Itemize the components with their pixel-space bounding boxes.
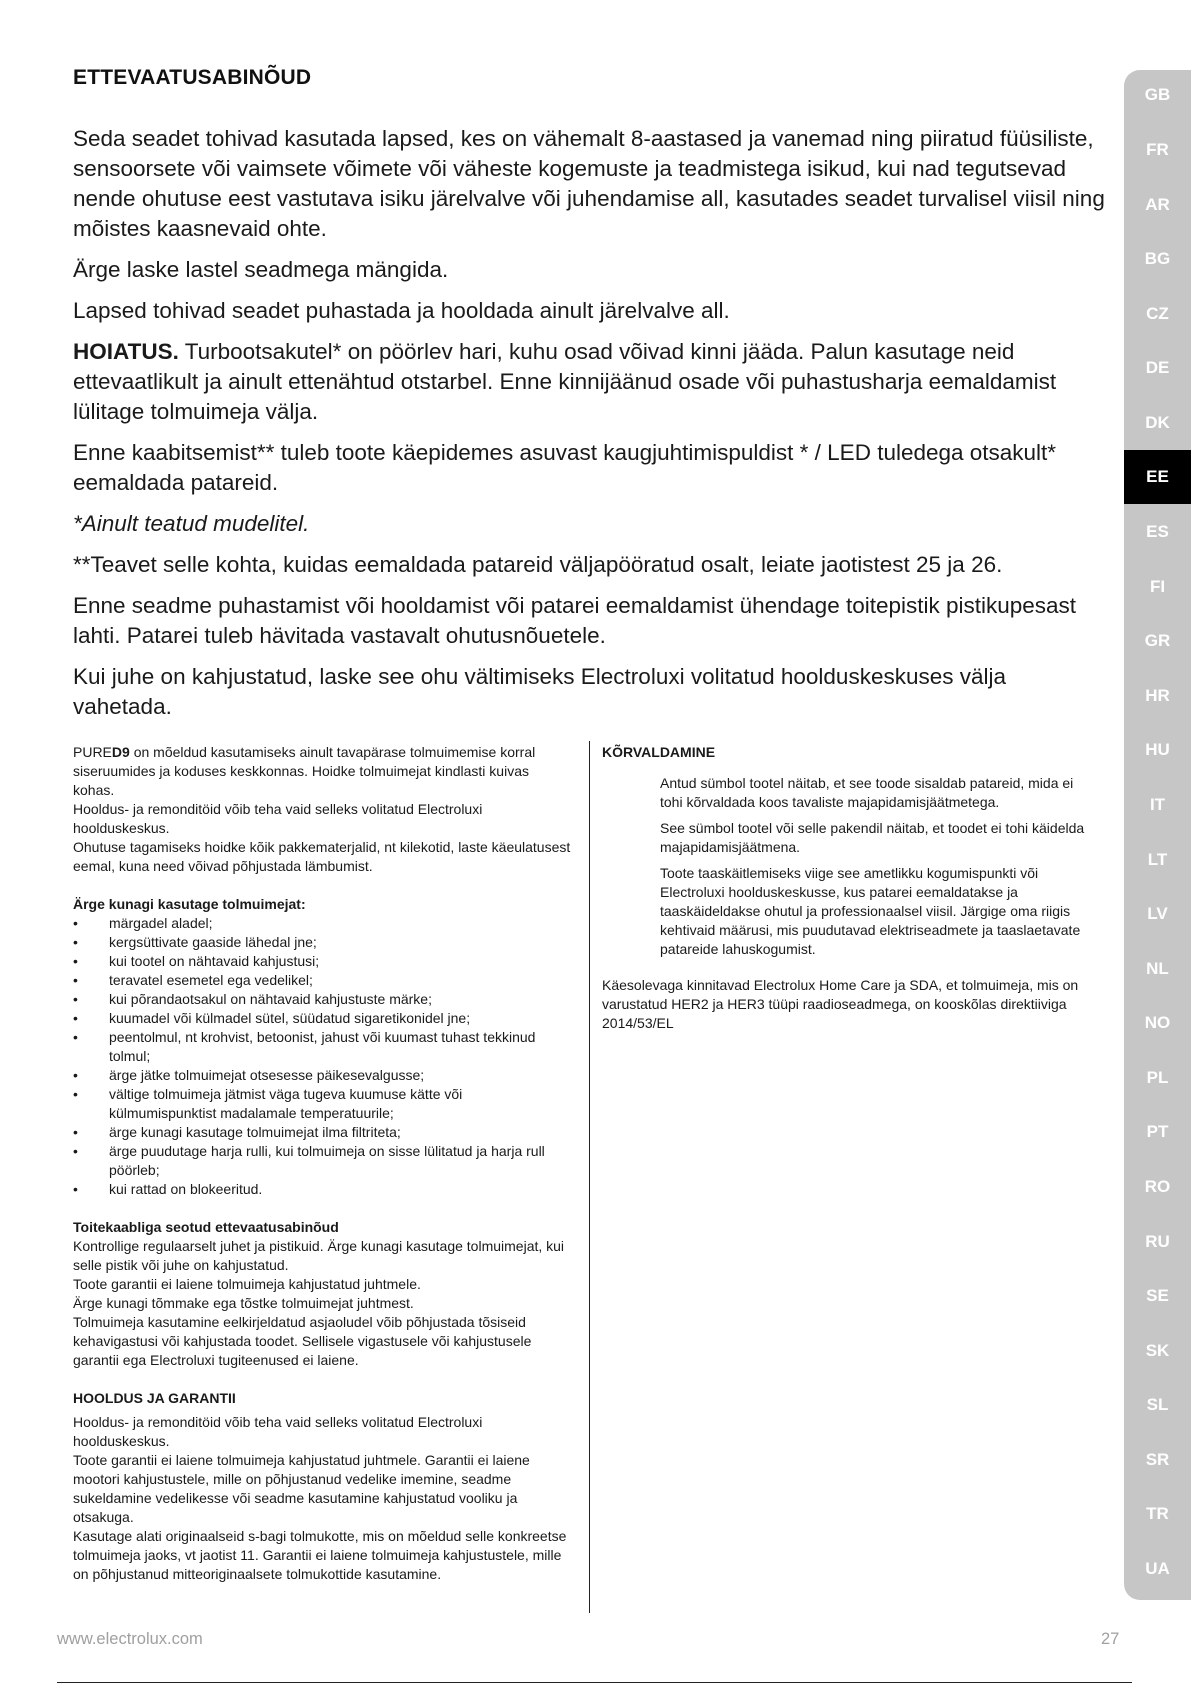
list-item: • vältige tolmuimeja jätmist väga tugeva kuumuse kätte või külmumispunktist madalamale temperatuurile; (73, 1086, 463, 1121)
disposal-heading: KÕRVALDAMINE (602, 744, 716, 760)
bullet: • (73, 934, 78, 950)
cable-paragraph: Tolmuimeja kasutamine eelkirjeldatud asjaoludel võib põhjustada tõsiseid kehavigastusi või kahjustada toodet. Sellisele vigastusele või kahjustusele garantii ega Electroluxi tugiteenused ei laiene. (73, 1314, 532, 1368)
language-tab-hu[interactable]: HU (1145, 740, 1170, 759)
language-tab-cz[interactable]: CZ (1146, 304, 1169, 323)
disposal-paragraph: Toote taaskäitlemiseks viige see ametlikku kogumispunkti või Electroluxi hoolduskeskusse, kus patarei eemaldatakse ja taaskäideldakse ohutul ja professionaalsel viisil. Järgige oma riigis kehtivaid määrusi, mis puudutavad elektriseadmete ja taaslaetavate patareide lahuskogumist. (660, 865, 1081, 957)
disposal-paragraph: Antud sümbol tootel näitab, et see toode sisaldab patareid, mida ei tohi kõrvaldada koos tavaliste majapidamisjäätmetega. (660, 775, 1074, 810)
footer-rule (57, 1682, 1132, 1683)
bullet: • (73, 1086, 78, 1102)
language-tab-dk[interactable]: DK (1145, 413, 1170, 432)
cable-paragraph: Ärge kunagi tõmmake ega tõstke tolmuimejat juhtmest. (73, 1295, 414, 1311)
never-use-heading: Ärge kunagi kasutage tolmuimejat: (73, 896, 306, 912)
language-tab-lv[interactable]: LV (1147, 904, 1168, 923)
list-item: • kui rattad on blokeeritud. (73, 1181, 263, 1197)
language-tab-ua[interactable]: UA (1145, 1559, 1170, 1578)
bullet: • (73, 972, 78, 988)
language-tab-nl[interactable]: NL (1146, 959, 1169, 978)
list-item: • kui tootel on nähtavaid kahjustusi; (73, 953, 320, 969)
left-column (73, 743, 573, 1584)
language-tab-tr[interactable]: TR (1146, 1504, 1169, 1523)
intro-paragraph: Ärge laske lastel seadmega mängida. (73, 257, 449, 282)
models-note: *Ainult teatud mudelitel. (73, 511, 310, 536)
language-tab-ru[interactable]: RU (1145, 1232, 1170, 1251)
language-tab-hr[interactable]: HR (1145, 686, 1170, 705)
language-tab-gr[interactable]: GR (1144, 631, 1171, 650)
intro-section (73, 124, 1105, 733)
language-tab-pt[interactable]: PT (1146, 1122, 1169, 1141)
packaging-note: Ohutuse tagamiseks hoidke kõik pakkematerjalid, nt kilekotid, laste käeulatusest eemal, kuna need võivad põhjustada lämbumist. (73, 839, 571, 874)
warning-paragraph (73, 337, 1105, 427)
intro-paragraph: Enne seadme puhastamist või hooldamist või patarei eemaldamist ühendage toitepistik pistikupesast lahti. Patarei tuleb hävitada vastavalt ohutusnõuetele. (73, 593, 1077, 648)
list-item: • ärge kunagi kasutage tolmuimejat ilma filtriteta; (73, 1124, 401, 1140)
never-use-list (73, 914, 573, 1199)
language-tab-pl[interactable]: PL (1146, 1068, 1169, 1087)
language-tab-fi[interactable]: FI (1149, 577, 1166, 596)
bullet: • (73, 915, 78, 931)
column-divider (589, 741, 590, 1613)
language-tab-se[interactable]: SE (1146, 1286, 1169, 1305)
bullet: • (73, 991, 78, 1007)
list-item: • kuumadel või külmadel sütel, süüdatud sigaretikonidel jne; (73, 1010, 471, 1026)
language-tab-ar[interactable]: AR (1145, 195, 1170, 214)
intro-paragraph: Kui juhe on kahjustatud, laske see ohu vältimiseks Electroluxi volitatud hoolduskeskuses välja vahetada. (73, 664, 1007, 719)
service-heading: HOOLDUS JA GARANTII (73, 1390, 236, 1406)
language-tab-it[interactable]: IT (1149, 795, 1166, 814)
warning-label: HOIATUS. (73, 339, 179, 364)
bullet: • (73, 1010, 78, 1026)
list-item: • teravatel esemetel ega vedelikel; (73, 972, 313, 988)
intro-paragraph: Lapsed tohivad seadet puhastada ja hooldada ainult järelvalve all. (73, 298, 730, 323)
conformity-declaration: Käesolevaga kinnitavad Electrolux Home Care ja SDA, et tolmuimeja, mis on varustatud HER2 ja HER3 tüüpi raadioseadmega, on kooskõlas direktiiviga 2014/53/EL (602, 977, 1079, 1031)
usage-paragraph (73, 743, 573, 800)
cable-paragraph: Toote garantii ei laiene tolmuimeja kahjustatud juhtmele. (73, 1276, 421, 1292)
usage-text: on mõeldud kasutamiseks ainult tavapärase tolmuimemise korral siseruumides ja koduses keskkonnas. Hoidke tolmuimejat kindlasti kuivas kohas. (73, 744, 536, 798)
bullet: • (73, 953, 78, 969)
language-tab-no[interactable]: NO (1144, 1013, 1171, 1032)
intro-paragraph: **Teavet selle kohta, kuidas eemaldada patareid väljapööratud osalt, leiate jaotistest 25 ja 26. (73, 552, 1003, 577)
bullet: • (73, 1067, 78, 1083)
service-paragraph: Kasutage alati originaalseid s-bagi tolmukotte, mis on mõeldud selle konkreetse tolmuimeja jaoks, vt jaotist 11. Garantii ei laiene tolmuimeja kahjustustele, mille on põhjustanud mitteoriginaalsete tolmukottide kasutamine. (73, 1528, 567, 1582)
list-item: • ärge puudutage harja rulli, kui tolmuimeja on sisse lülitatud ja harja rull pöörleb; (73, 1143, 545, 1178)
page-number: 27 (1101, 1630, 1120, 1648)
bullet: • (73, 1029, 78, 1045)
list-item: • märgadel aladel; (73, 915, 213, 931)
bullet: • (73, 1143, 78, 1159)
list-item: • kergsüttivate gaaside lähedal jne; (73, 934, 317, 950)
intro-paragraph: Enne kaabitsemist** tuleb toote käepidemes asuvast kaugjuhtimispuldist * / LED tuledega otsakult* eemaldada patareid. (73, 440, 1057, 495)
brand-prefix: PURE (73, 744, 112, 760)
bullet: • (73, 1181, 78, 1197)
language-tab-sr[interactable]: SR (1145, 1450, 1170, 1469)
list-item: • peentolmul, nt krohvist, betoonist, jahust või kuumast tuhast tekkinud tolmul; (73, 1029, 536, 1064)
brand-model: D9 (111, 744, 130, 760)
language-tab-es[interactable]: ES (1146, 522, 1169, 541)
language-tab-lt[interactable]: LT (1147, 850, 1168, 869)
list-item: • kui põrandaotsakul on nähtavaid kahjustuste märke; (73, 991, 432, 1007)
right-column (602, 743, 1094, 1033)
cable-heading: Toitekaabliga seotud ettevaatusabinõud (73, 1219, 339, 1235)
language-tab-sl[interactable]: SL (1146, 1395, 1169, 1414)
language-tab-de[interactable]: DE (1145, 358, 1170, 377)
warning-text: Turbootsakutel* on pöörlev hari, kuhu osad võivad kinni jääda. Palun kasutage neid ettevaatlikult ja ainult ettenähtud otstarbel. Enne kinnijäänud osade või puhastusharja eemaldamist lülitage tolmuimeja välja. (73, 339, 1057, 424)
disposal-paragraph: See sümbol tootel või selle pakendil näitab, et toodet ei tohi käidelda majapidamisjäätmena. (660, 820, 1085, 855)
language-tab-fr[interactable]: FR (1146, 140, 1169, 159)
footer-url[interactable]: www.electrolux.com (57, 1630, 203, 1648)
list-item: • ärge jätke tolmuimejat otsesesse päikesevalgusse; (73, 1067, 425, 1083)
service-paragraph: Toote garantii ei laiene tolmuimeja kahjustatud juhtmele. Garantii ei laiene mootori kahjustustele, mille on põhjustanud vedelike imemine, seadme sukeldamine vedelikesse või seadme kasutamine kahjustatud vooliku ja otsakuga. (73, 1452, 530, 1525)
service-note: Hooldus- ja remonditöid võib teha vaid selleks volitatud Electroluxi hoolduskeskus. (73, 801, 483, 836)
page-title: ETTEVAATUSABINÕUD (73, 66, 312, 89)
language-tab-ee[interactable]: EE (1124, 450, 1191, 504)
language-tab-ro[interactable]: RO (1144, 1177, 1171, 1196)
language-tab-sk[interactable]: SK (1145, 1341, 1170, 1360)
language-tab-gb[interactable]: GB (1144, 85, 1171, 104)
cable-paragraph: Kontrollige regulaarselt juhet ja pistikuid. Ärge kunagi kasutage tolmuimejat, kui selle pistik või juhe on kahjustatud. (73, 1238, 565, 1273)
service-paragraph: Hooldus- ja remonditöid võib teha vaid selleks volitatud Electroluxi hoolduskeskus. (73, 1414, 483, 1449)
intro-paragraph: Seda seadet tohivad kasutada lapsed, kes on vähemalt 8-aastased ja vanemad ning piiratud füüsiliste, sensoorsete või vaimsete võimete või väheste kogemuste ja teadmistega isikud, kui nad tegutsevad nende ohutuse eest vastutava isiku järelvalve või juhendamise all, kasutades seadet turvalisel viisil ning mõistes kaasnevaid ohte. (73, 126, 1105, 241)
language-tab-bg[interactable]: BG (1144, 249, 1171, 268)
bullet: • (73, 1124, 78, 1140)
